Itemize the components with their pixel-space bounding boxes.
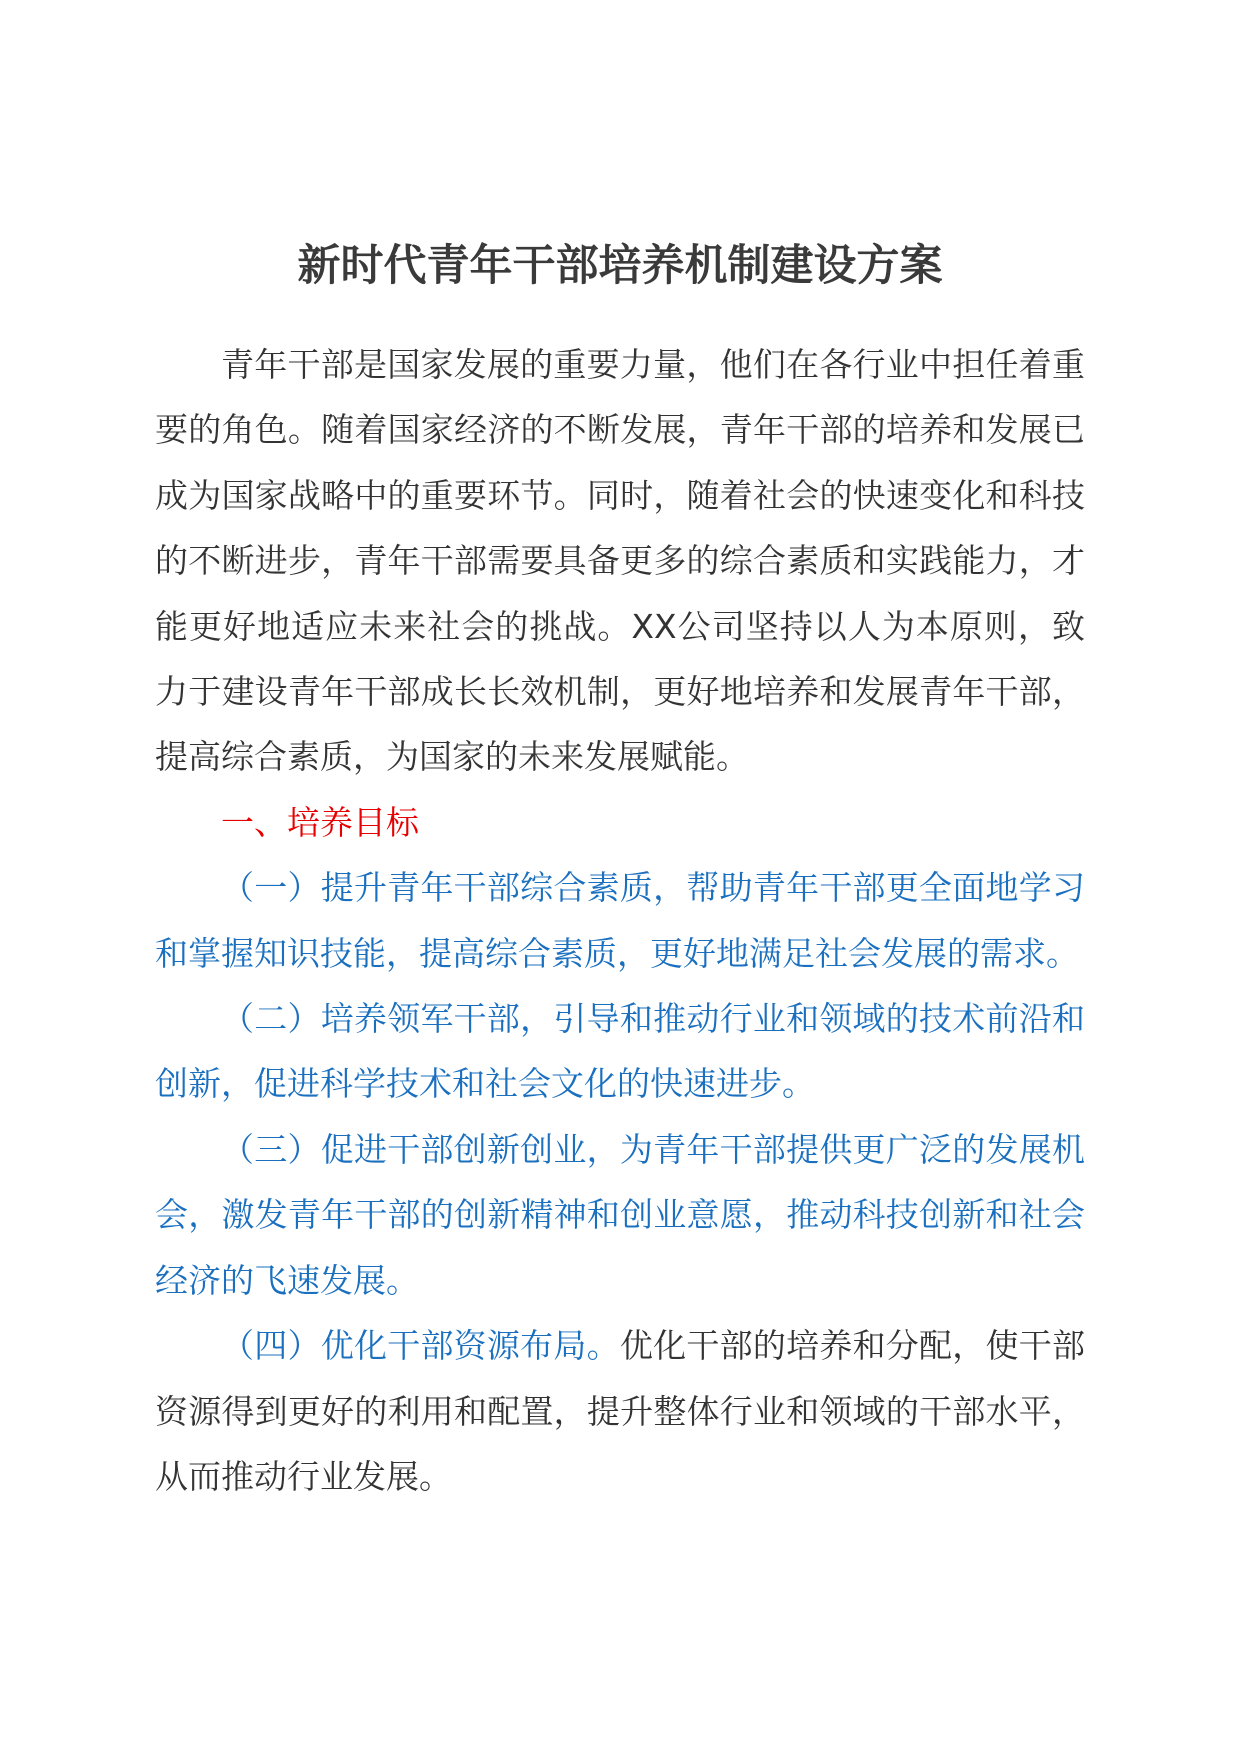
section-heading-training-goals: 一、培养目标 <box>221 802 419 842</box>
goal-item-4-lead: （四）优化干部资源布局。 <box>221 1326 620 1366</box>
goal-item-4 <box>155 1313 1085 1509</box>
document-title: 新时代青年干部培养机制建设方案 <box>297 241 943 291</box>
goal-item-4-text: 优化干部的培养和分配，使干部资源得到更好的利用和配置，提升整体行业和领域的干部水平，从而推动行业发展。 <box>155 1326 1086 1496</box>
document-body <box>155 332 1085 1509</box>
goal-item-2: （二）培养领军干部，引导和推动行业和领域的技术前沿和创新，促进科学技术和社会文化的快速进步。 <box>155 999 1085 1104</box>
intro-paragraph: 青年干部是国家发展的重要力量，他们在各行业中担任着重要的角色。随着国家经济的不断发展，青年干部的培养和发展已成为国家战略中的重要环节。同时，随着社会的快速变化和科技的不断进步，青年干部需要具备更多的综合素质和实践能力，才能更好地适应未来社会的挑战。XX公司坚持以人为本原则，致力于建设青年干部成长长效机制，更好地培养和发展青年干部，提高综合素质，为国家的未来发展赋能。 <box>155 345 1085 777</box>
goal-item-3: （三）促进干部创新创业，为青年干部提供更广泛的发展机会，激发青年干部的创新精神和创业意愿，推动科技创新和社会经济的飞速发展。 <box>155 1129 1085 1300</box>
goal-item-1: （一）提升青年干部综合素质，帮助青年干部更全面地学习和掌握知识技能，提高综合素质，更好地满足社会发展的需求。 <box>155 868 1085 973</box>
